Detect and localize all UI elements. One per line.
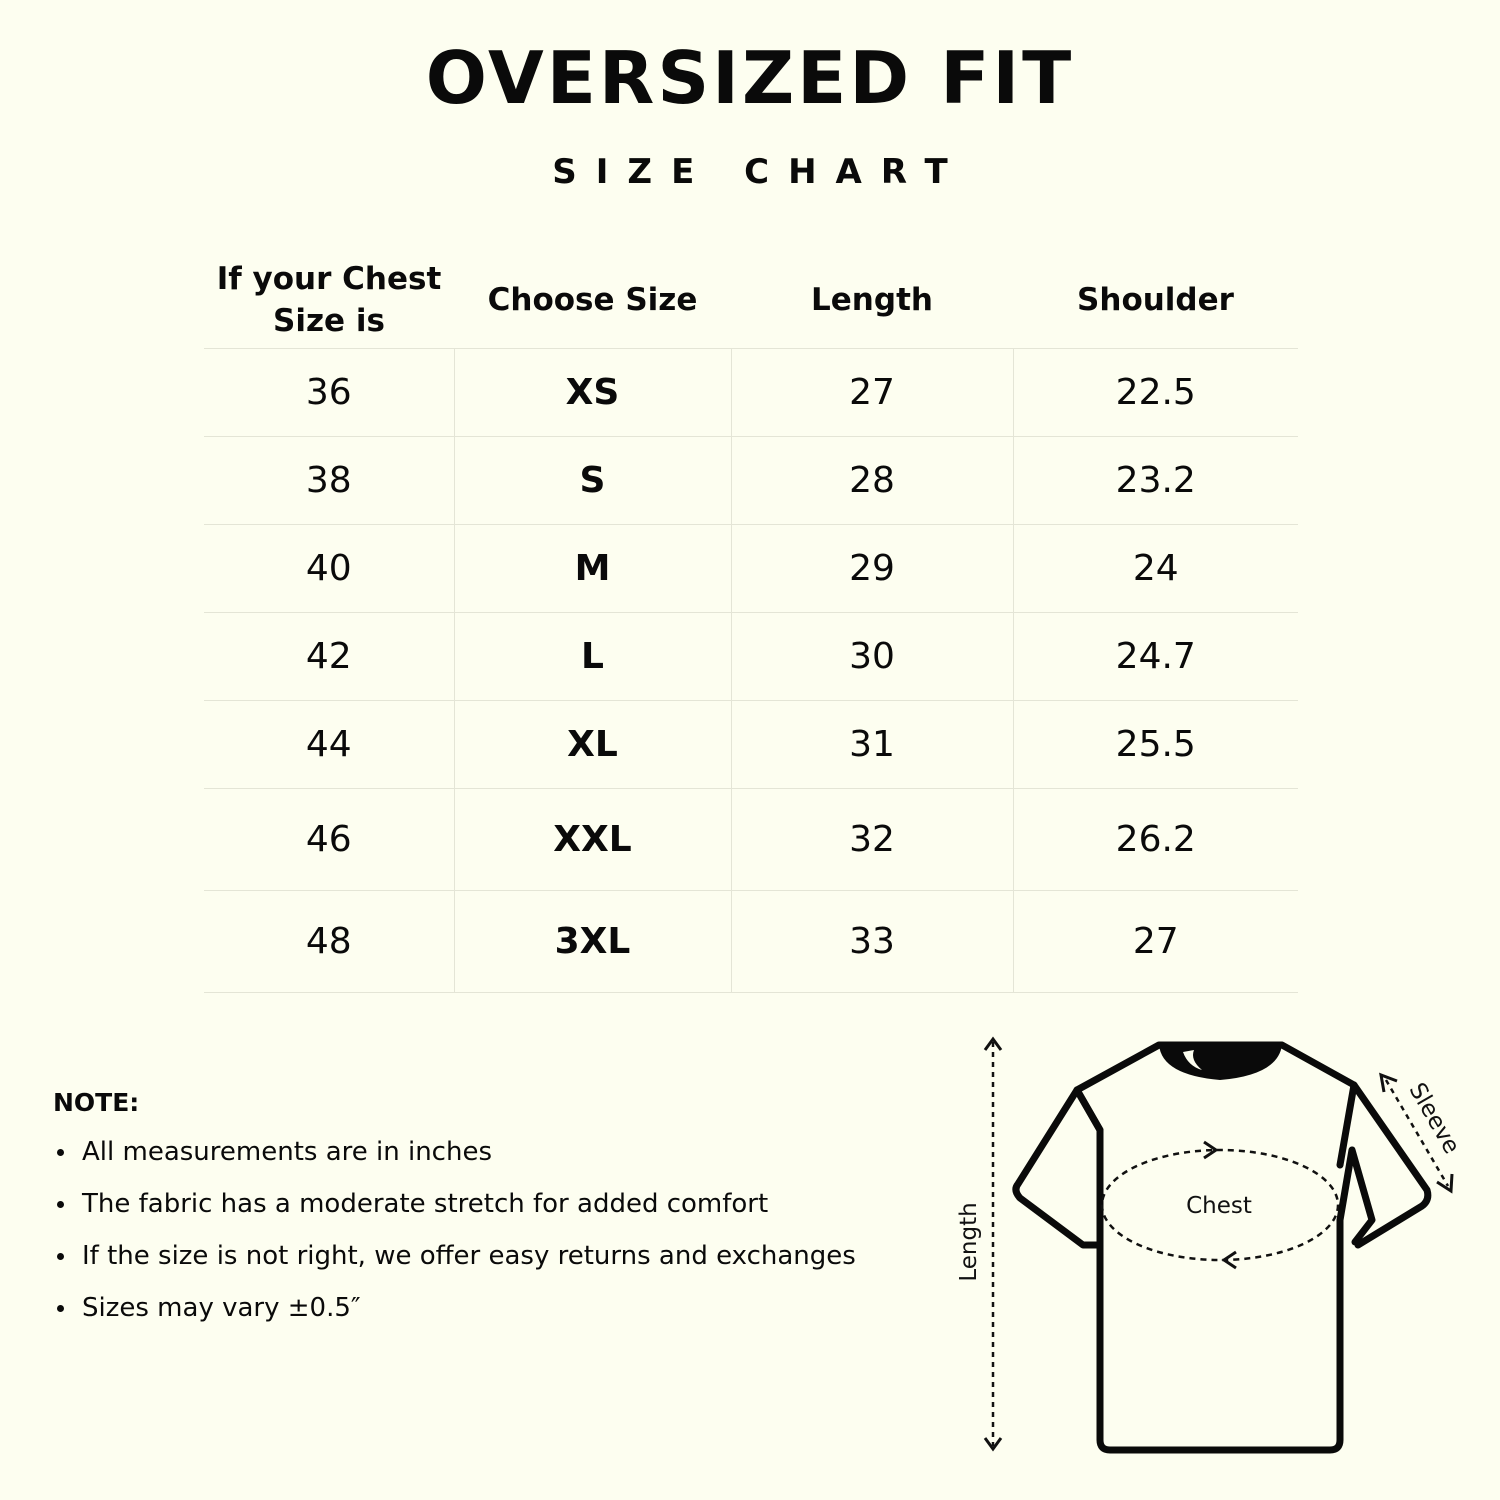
note-item: The fabric has a moderate stretch for added comfort	[53, 1178, 933, 1230]
cell-chest: 48	[204, 891, 454, 993]
cell-size: S	[454, 437, 731, 525]
cell-chest: 46	[204, 789, 454, 891]
cell-chest: 36	[204, 349, 454, 437]
cell-chest: 38	[204, 437, 454, 525]
tshirt-outline	[1016, 1045, 1428, 1450]
cell-length: 28	[731, 437, 1013, 525]
cell-size: XXL	[454, 789, 731, 891]
cell-size: M	[454, 525, 731, 613]
tshirt-icon	[940, 1020, 1480, 1480]
note-section	[53, 1082, 933, 1334]
note-list	[53, 1126, 933, 1334]
table-header-row	[204, 252, 1298, 349]
cell-shoulder: 26.2	[1013, 789, 1298, 891]
cell-shoulder: 23.2	[1013, 437, 1298, 525]
cell-length: 27	[731, 349, 1013, 437]
table-row	[204, 613, 1298, 701]
cell-length: 31	[731, 701, 1013, 789]
cell-size: L	[454, 613, 731, 701]
note-item: If the size is not right, we offer easy returns and exchanges	[53, 1230, 933, 1282]
cell-shoulder: 24	[1013, 525, 1298, 613]
cell-shoulder: 25.5	[1013, 701, 1298, 789]
note-title: NOTE:	[53, 1088, 140, 1117]
cell-chest: 44	[204, 701, 454, 789]
cell-shoulder: 27	[1013, 891, 1298, 993]
cell-length: 30	[731, 613, 1013, 701]
cell-size: XS	[454, 349, 731, 437]
note-item: All measurements are in inches	[53, 1126, 933, 1178]
cell-shoulder: 22.5	[1013, 349, 1298, 437]
sleeve-label: Sleeve	[1403, 1078, 1465, 1159]
page-subtitle: SIZE CHART	[552, 152, 967, 192]
header-length: Length	[731, 252, 1013, 349]
cell-length: 29	[731, 525, 1013, 613]
size-chart-table	[204, 252, 1298, 993]
cell-shoulder: 24.7	[1013, 613, 1298, 701]
cell-length: 32	[731, 789, 1013, 891]
table-row	[204, 437, 1298, 525]
chest-label: Chest	[1186, 1193, 1252, 1219]
header-shoulder: Shoulder	[1013, 252, 1298, 349]
table-row	[204, 525, 1298, 613]
cell-size: XL	[454, 701, 731, 789]
page-title: OVERSIZED FIT	[425, 36, 1075, 120]
table-row	[204, 891, 1298, 993]
header-size: Choose Size	[454, 252, 731, 349]
cell-chest: 40	[204, 525, 454, 613]
length-label: Length	[956, 1202, 982, 1282]
cell-length: 33	[731, 891, 1013, 993]
table-row	[204, 349, 1298, 437]
cell-size: 3XL	[454, 891, 731, 993]
length-arrow	[985, 1039, 1001, 1449]
collar	[1159, 1045, 1282, 1080]
table-row	[204, 789, 1298, 891]
table-row	[204, 701, 1298, 789]
cell-chest: 42	[204, 613, 454, 701]
header-chest: If your Chest Size is	[204, 252, 454, 349]
note-item: Sizes may vary ±0.5″	[53, 1282, 933, 1334]
